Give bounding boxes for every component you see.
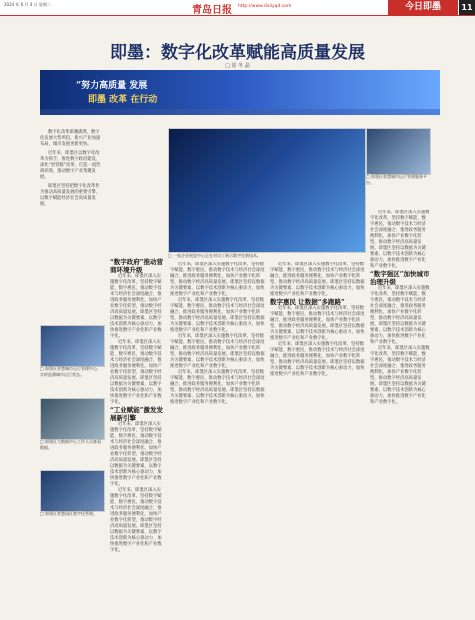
body-paragraph: 近年来，即墨区深入实施数字化改革，坚持数字赋能、数字惠民，推动数字技术与经济社会深度融合，推进政务服务便利化，加快产业数字化转型，推动数字经济高质量发展。即墨区坚持以数据为关键要素，以数字技术创新为核心驱动力，加快推进数字产业化和产业数字化。 xyxy=(110,488,162,553)
body-paragraph: 近年来，即墨区深入实施数字化改革，坚持数字赋能、数字惠民，推动数字技术与经济社会深度融合，推进政务服务便利化，加快产业数字化转型，推动数字经济高质量发展。即墨区坚持以数据为关键要素，以数字技术创新为核心驱动力，加快推进数字产业化和产业数字化。 xyxy=(170,262,265,297)
intro-paragraph: 数字化改革新潮澎湃。数字化发展大势所趋，新兴产业加速布局，城市发展更新更快。 xyxy=(40,130,101,147)
body-paragraph: 近年来，即墨区深入实施数字化改革，坚持数字赋能、数字惠民，推动数字技术与经济社会深度融合，推进政务服务便利化，加快产业数字化转型，推动数字经济高质量发展。即墨区坚持以数据为关键要素，以数字技术创新为核心驱动力，加快推进数字产业化和产业数字化。 xyxy=(270,306,365,341)
subheading: 数字惠民 让数据“多跑路” xyxy=(270,298,345,306)
issue-date: 2024 年 6 月 4 日 星期二 xyxy=(4,2,51,7)
body-paragraph: 近年来，即墨区深入实施数字化改革，坚持数字赋能、数字惠民，推动数字技术与经济社会深度融合，推进政务服务便利化，加快产业数字化转型，推动数字经济高质量发展。即墨区坚持以数据为关键要素，以数字技术创新为核心驱动力，加快推进数字产业化和产业数字化。 xyxy=(170,334,265,369)
subheading: “数字政府”推动营商环境升级 xyxy=(110,258,163,274)
hero-line-2: 即墨 改革 在行动 xyxy=(88,95,158,105)
article-title: 即墨：数字化改革赋能高质量发展 xyxy=(110,43,365,63)
subheading: “数字强区”加快城市治理升级 xyxy=(370,270,430,286)
intro-paragraph: 近年来，即墨区以数字化改革为抓手，推进数字政府建设，深化“放管服”改革，打造一流营商环境，推动数字产业集聚发展。 xyxy=(40,151,101,180)
left-photo-2-caption: □ 即墨区大数据中心工作人员查看数据。 xyxy=(40,439,102,450)
site-url[interactable]: http://www.dailyqd.com xyxy=(238,4,292,9)
body-paragraph: 近年来，即墨区深入实施数字化改革，坚持数字赋能、数字惠民，推动数字技术与经济社会深度融合，推进政务服务便利化，加快产业数字化转型，推动数字经济高质量发展。即墨区坚持以数据为关键要素，以数字技术创新为核心驱动力，加快推进数字产业化和产业数字化。 xyxy=(270,342,365,377)
page-number: 11 xyxy=(459,0,475,15)
main-photo xyxy=(168,128,366,253)
right-photo xyxy=(366,128,431,175)
hero-banner xyxy=(40,70,440,115)
body-column-4 xyxy=(370,210,430,610)
main-photo-caption: □ 一家企业展览中心正在对员工展示数字化新技术。 xyxy=(168,253,262,258)
body-paragraph: 近年来，即墨区深入实施数字化改革，坚持数字赋能、数字惠民，推动数字技术与经济社会深度融合，推进政务服务便利化，加快产业数字化转型，推动数字经济高质量发展。即墨区坚持以数据为关键要素，以数字技术创新为核心驱动力，加快推进数字产业化和产业数字化。 xyxy=(370,210,430,269)
left-photo-1-caption: □ 即墨区智慧城市运行管理中心，实时监测城市运行状态。 xyxy=(40,366,102,377)
body-column-3 xyxy=(270,262,365,610)
body-paragraph: 近年来，即墨区深入实施数字化改革，坚持数字赋能、数字惠民，推动数字技术与经济社会深度融合，推进政务服务便利化，加快产业数字化转型，推动数字经济高质量发展。即墨区坚持以数据为关键要素，以数字技术创新为核心驱动力，加快推进数字产业化和产业数字化。 xyxy=(270,262,365,297)
body-paragraph: 近年来，即墨区深入实施数字化改革，坚持数字赋能、数字惠民，推动数字技术与经济社会深度融合，推进政务服务便利化，加快产业数字化转型，推动数字经济高质量发展。即墨区坚持以数据为关键要素，以数字技术创新为核心驱动力，加快推进数字产业化和产业数字化。 xyxy=(370,346,430,405)
section-name: 今日即墨 xyxy=(388,0,458,15)
body-paragraph: 近年来，即墨区深入实施数字化改革，坚持数字赋能、数字惠民，推动数字技术与经济社会深度融合，推进政务服务便利化，加快产业数字化转型，推动数字经济高质量发展。即墨区坚持以数据为关键要素，以数字技术创新为核心驱动力，加快推进数字产业化和产业数字化。 xyxy=(110,274,162,339)
right-photo-caption: □ 即墨区智慧城市运行管理服务平台。 xyxy=(366,174,428,185)
intro-paragraph: 即墨区坚持把数字化改革作为推动高质量发展的重要引擎，以数字赋能经济社会高质量发展。 xyxy=(40,184,101,207)
newspaper-logo: 青岛日报 xyxy=(192,5,232,16)
left-photo-3-caption: □ 即墨区智慧园区数字化管理。 xyxy=(40,511,98,516)
body-paragraph: 近年来，即墨区深入实施数字化改革，坚持数字赋能、数字惠民，推动数字技术与经济社会深度融合，推进政务服务便利化，加快产业数字化转型，推动数字经济高质量发展。即墨区坚持以数据为关键要素，以数字技术创新为核心驱动力，加快推进数字产业化和产业数字化。 xyxy=(170,370,265,405)
page-header xyxy=(0,0,475,16)
left-photo-3 xyxy=(40,470,105,512)
subheading: “工业赋能”激发发展新引擎 xyxy=(110,406,163,422)
left-photo-1 xyxy=(40,325,105,367)
body-column-2 xyxy=(170,262,265,610)
intro-sidebar xyxy=(40,130,103,211)
byline: □ 崔 冬 晶 xyxy=(225,63,250,69)
body-paragraph: 近年来，即墨区深入实施数字化改革，坚持数字赋能、数字惠民，推动数字技术与经济社会深度融合，推进政务服务便利化，加快产业数字化转型，推动数字经济高质量发展。即墨区坚持以数据为关键要素，以数字技术创新为核心驱动力，加快推进数字产业化和产业数字化。 xyxy=(110,422,162,487)
body-paragraph: 近年来，即墨区深入实施数字化改革，坚持数字赋能、数字惠民，推动数字技术与经济社会深度融合，推进政务服务便利化，加快产业数字化转型，推动数字经济高质量发展。即墨区坚持以数据为关键要素，以数字技术创新为核心驱动力，加快推进数字产业化和产业数字化。 xyxy=(170,298,265,333)
body-column-1 xyxy=(110,258,165,610)
body-paragraph: 近年来，即墨区深入实施数字化改革，坚持数字赋能、数字惠民，推动数字技术与经济社会深度融合，推进政务服务便利化，加快产业数字化转型，推动数字经济高质量发展。即墨区坚持以数据为关键要素，以数字技术创新为核心驱动力，加快推进数字产业化和产业数字化。 xyxy=(370,286,430,345)
hero-line-1: “努力高质量 发展 xyxy=(76,81,148,91)
left-photo-2 xyxy=(40,398,105,440)
body-paragraph: 近年来，即墨区深入实施数字化改革，坚持数字赋能、数字惠民，推动数字技术与经济社会深度融合，推进政务服务便利化，加快产业数字化转型，推动数字经济高质量发展。即墨区坚持以数据为关键要素，以数字技术创新为核心驱动力，加快推进数字产业化和产业数字化。 xyxy=(110,340,162,405)
